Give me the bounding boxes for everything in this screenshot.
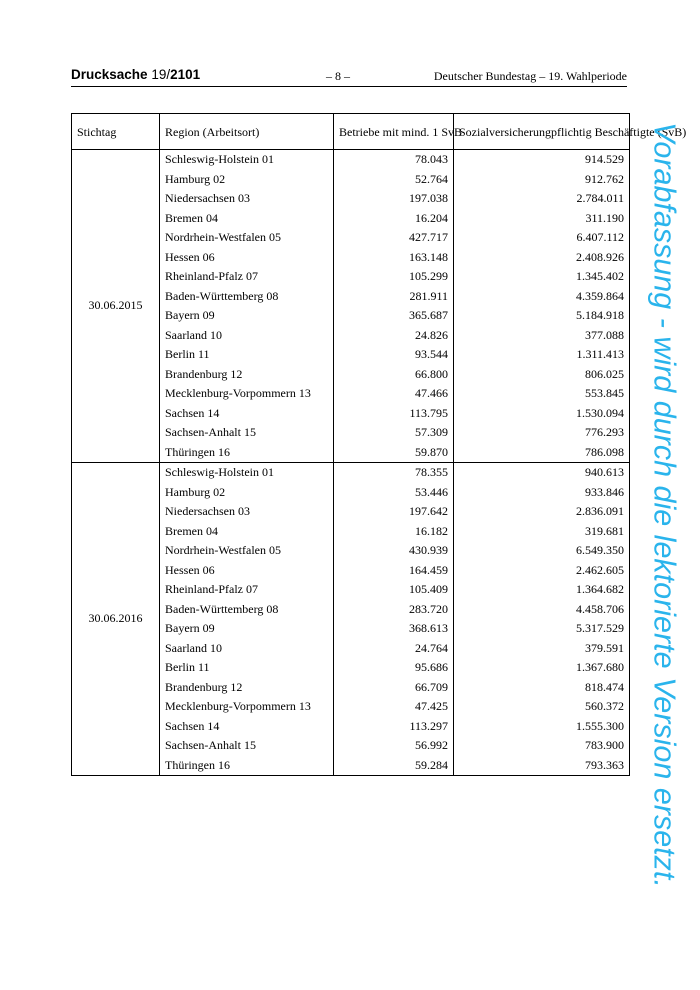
region-cell: Sachsen 14: [160, 717, 334, 737]
betriebe-cell: 197.642: [334, 502, 454, 522]
beschaeftigte-cell: 319.681: [454, 522, 630, 542]
betriebe-cell: 57.309: [334, 423, 454, 443]
beschaeftigte-cell: 933.846: [454, 483, 630, 503]
page-number: – 8 –: [326, 69, 350, 83]
betriebe-cell: 281.911: [334, 287, 454, 307]
beschaeftigte-cell: 6.549.350: [454, 541, 630, 561]
betriebe-cell: 164.459: [334, 561, 454, 581]
region-cell: Hessen 06: [160, 248, 334, 268]
column-header-beschaeftigte: Sozialversicherungpflichtig Beschäftigte (SvB): [454, 114, 630, 150]
betriebe-cell: 78.355: [334, 463, 454, 483]
beschaeftigte-cell: 4.458.706: [454, 600, 630, 620]
betriebe-cell: 52.764: [334, 170, 454, 190]
column-header-stichtag: Stichtag: [72, 114, 160, 150]
region-cell: Berlin 11: [160, 345, 334, 365]
betriebe-cell: 365.687: [334, 306, 454, 326]
beschaeftigte-cell: 5.184.918: [454, 306, 630, 326]
region-cell: Sachsen-Anhalt 15: [160, 423, 334, 443]
draft-watermark: Vorabfassung - wird durch die lektorierte Version ersetzt.: [647, 122, 682, 888]
region-cell: Schleswig-Holstein 01: [160, 150, 334, 170]
region-cell: Berlin 11: [160, 658, 334, 678]
betriebe-cell: 56.992: [334, 736, 454, 756]
region-cell: Bayern 09: [160, 619, 334, 639]
beschaeftigte-cell: 560.372: [454, 697, 630, 717]
doc-number-prefix: 19/: [151, 67, 171, 82]
region-cell: Rheinland-Pfalz 07: [160, 580, 334, 600]
stichtag-cell: 30.06.2015: [72, 150, 160, 463]
region-cell: Thüringen 16: [160, 756, 334, 776]
column-header-region: Region (Arbeitsort): [160, 114, 334, 150]
betriebe-cell: 430.939: [334, 541, 454, 561]
betriebe-cell: 78.043: [334, 150, 454, 170]
betriebe-cell: 59.284: [334, 756, 454, 776]
region-cell: Hamburg 02: [160, 483, 334, 503]
table-row: [72, 463, 630, 483]
betriebe-cell: 427.717: [334, 228, 454, 248]
region-cell: Bayern 09: [160, 306, 334, 326]
beschaeftigte-cell: 1.364.682: [454, 580, 630, 600]
beschaeftigte-cell: 914.529: [454, 150, 630, 170]
betriebe-cell: 105.299: [334, 267, 454, 287]
beschaeftigte-cell: 806.025: [454, 365, 630, 385]
betriebe-cell: 163.148: [334, 248, 454, 268]
column-header-betriebe: Betriebe mit mind. 1 SvB: [334, 114, 454, 150]
region-cell: Rheinland-Pfalz 07: [160, 267, 334, 287]
beschaeftigte-cell: 377.088: [454, 326, 630, 346]
region-cell: Nordrhein-Westfalen 05: [160, 228, 334, 248]
beschaeftigte-cell: 1.530.094: [454, 404, 630, 424]
betriebe-cell: 66.800: [334, 365, 454, 385]
betriebe-cell: 16.182: [334, 522, 454, 542]
beschaeftigte-cell: 553.845: [454, 384, 630, 404]
betriebe-cell: 113.795: [334, 404, 454, 424]
region-cell: Nordrhein-Westfalen 05: [160, 541, 334, 561]
doc-label: Drucksache: [71, 67, 148, 82]
region-cell: Sachsen-Anhalt 15: [160, 736, 334, 756]
region-cell: Baden-Württemberg 08: [160, 600, 334, 620]
region-cell: Thüringen 16: [160, 443, 334, 463]
betriebe-cell: 24.826: [334, 326, 454, 346]
betriebe-cell: 47.466: [334, 384, 454, 404]
region-cell: Niedersachsen 03: [160, 502, 334, 522]
doc-number: 2101: [170, 67, 201, 82]
beschaeftigte-cell: 776.293: [454, 423, 630, 443]
betriebe-cell: 368.613: [334, 619, 454, 639]
betriebe-cell: 93.544: [334, 345, 454, 365]
beschaeftigte-cell: 1.555.300: [454, 717, 630, 737]
beschaeftigte-cell: 2.784.011: [454, 189, 630, 209]
beschaeftigte-cell: 6.407.112: [454, 228, 630, 248]
betriebe-cell: 113.297: [334, 717, 454, 737]
beschaeftigte-cell: 786.098: [454, 443, 630, 463]
region-cell: Niedersachsen 03: [160, 189, 334, 209]
region-cell: Brandenburg 12: [160, 678, 334, 698]
page-header: [71, 66, 627, 87]
betriebe-cell: 24.764: [334, 639, 454, 659]
region-cell: Schleswig-Holstein 01: [160, 463, 334, 483]
betriebe-cell: 16.204: [334, 209, 454, 229]
beschaeftigte-cell: 940.613: [454, 463, 630, 483]
betriebe-cell: 53.446: [334, 483, 454, 503]
betriebe-cell: 59.870: [334, 443, 454, 463]
betriebe-cell: 283.720: [334, 600, 454, 620]
region-cell: Baden-Württemberg 08: [160, 287, 334, 307]
table-body: [72, 150, 630, 776]
betriebe-cell: 66.709: [334, 678, 454, 698]
beschaeftigte-cell: 783.900: [454, 736, 630, 756]
beschaeftigte-cell: 1.345.402: [454, 267, 630, 287]
beschaeftigte-cell: 818.474: [454, 678, 630, 698]
betriebe-cell: 95.686: [334, 658, 454, 678]
region-cell: Mecklenburg-Vorpommern 13: [160, 697, 334, 717]
beschaeftigte-cell: 2.408.926: [454, 248, 630, 268]
beschaeftigte-cell: 5.317.529: [454, 619, 630, 639]
region-cell: Brandenburg 12: [160, 365, 334, 385]
beschaeftigte-cell: 1.367.680: [454, 658, 630, 678]
beschaeftigte-cell: 379.591: [454, 639, 630, 659]
region-cell: Bremen 04: [160, 209, 334, 229]
table-header-row: [72, 114, 630, 150]
beschaeftigte-cell: 2.462.605: [454, 561, 630, 581]
beschaeftigte-cell: 912.762: [454, 170, 630, 190]
region-cell: Saarland 10: [160, 639, 334, 659]
beschaeftigte-cell: 4.359.864: [454, 287, 630, 307]
betriebe-cell: 197.038: [334, 189, 454, 209]
region-cell: Sachsen 14: [160, 404, 334, 424]
publisher-label: Deutscher Bundestag – 19. Wahlperiode: [433, 69, 627, 83]
betriebe-cell: 47.425: [334, 697, 454, 717]
beschaeftigte-cell: 1.311.413: [454, 345, 630, 365]
beschaeftigte-cell: 2.836.091: [454, 502, 630, 522]
region-cell: Bremen 04: [160, 522, 334, 542]
stichtag-cell: 30.06.2016: [72, 463, 160, 776]
region-cell: Hessen 06: [160, 561, 334, 581]
betriebe-cell: 105.409: [334, 580, 454, 600]
region-cell: Hamburg 02: [160, 170, 334, 190]
region-cell: Mecklenburg-Vorpommern 13: [160, 384, 334, 404]
beschaeftigte-cell: 311.190: [454, 209, 630, 229]
table-row: [72, 150, 630, 170]
region-cell: Saarland 10: [160, 326, 334, 346]
beschaeftigte-cell: 793.363: [454, 756, 630, 776]
document-number: [71, 67, 200, 82]
